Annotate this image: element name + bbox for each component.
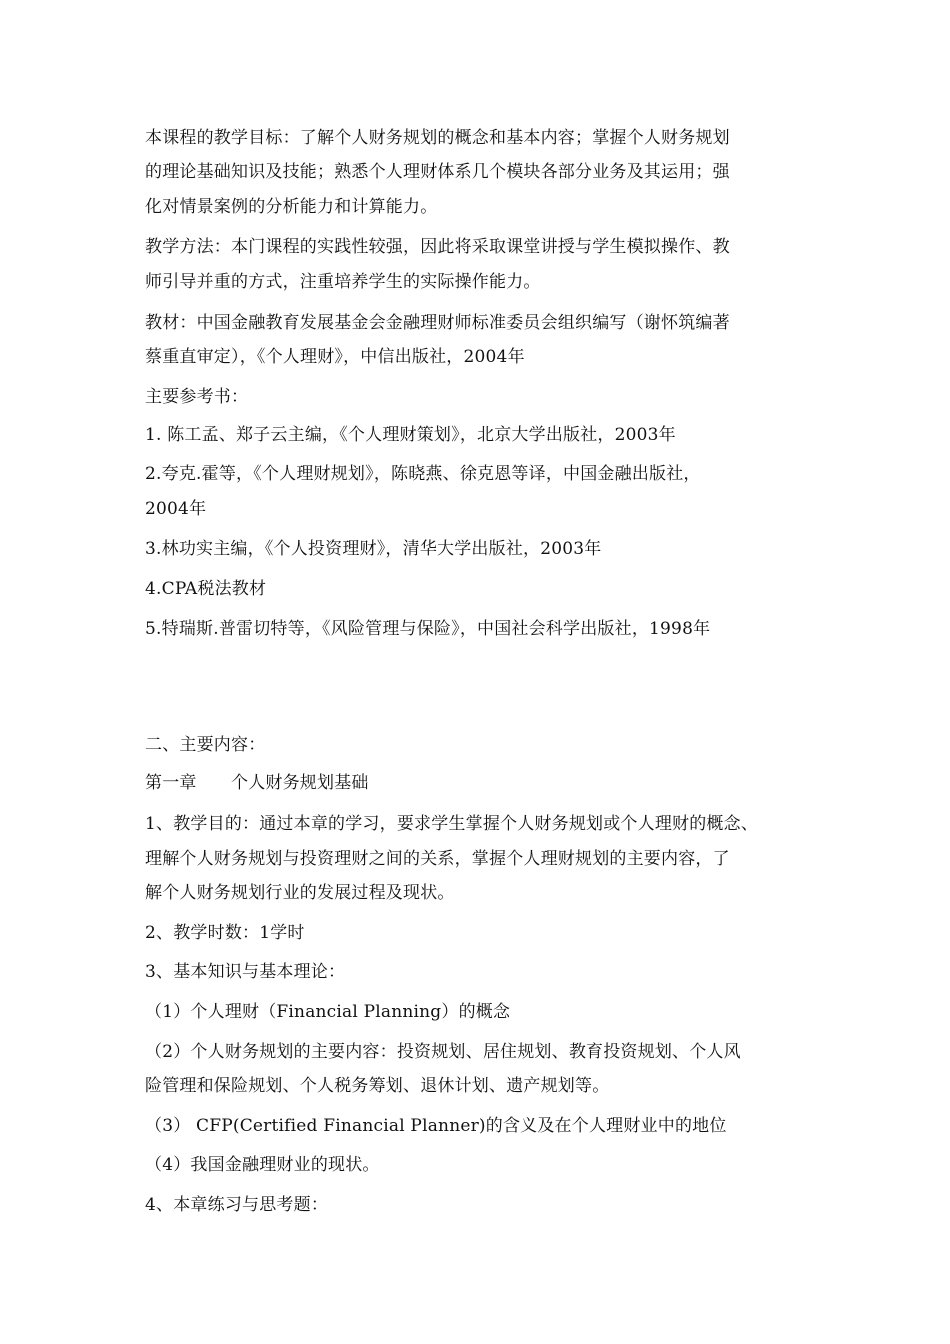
method-line-2: 师引导并重的方式，注重培养学生的实际操作能力。 (145, 272, 541, 292)
theory-item-2: （2）个人财务规划的主要内容：投资规划、居住规划、教育投资规划、个人风 (145, 1042, 741, 1062)
reference-item-4: 4.CPA税法教材 (145, 579, 267, 599)
exercises-heading: 4、本章练习与思考题： (145, 1195, 329, 1215)
reference-item-5: 5.特瑞斯.普雷切特等，《风险管理与保险》，中国社会科学出版社，1998年 (145, 619, 711, 639)
objective-line-3: 化对情景案例的分析能力和计算能力。 (145, 197, 438, 217)
textbook-line-1: 教材：中国金融教育发展基金会金融理财师标准委员会组织编写（谢怀筑编著 (145, 313, 730, 333)
method-line-1: 教学方法：本门课程的实践性较强，因此将采取课堂讲授与学生模拟操作、教 (145, 237, 730, 257)
reference-item-3: 3.林功实主编，《个人投资理财》，清华大学出版社，2003年 (145, 539, 602, 559)
basic-theory-heading: 3、基本知识与基本理论： (145, 962, 346, 982)
theory-item-3: （3） CFP(Certified Financial Planner)的含义及在个人理财业中的地位 (145, 1116, 727, 1136)
theory-item-2-cont: 险管理和保险规划、个人税务筹划、退休计划、遗产规划等。 (145, 1076, 610, 1096)
teaching-hours: 2、教学时数：1学时 (145, 923, 305, 943)
section-heading: 二、主要内容： (145, 735, 266, 755)
chapter-title: 第一章 个人财务规划基础 (145, 773, 369, 793)
teaching-goal-line-2: 理解个人财务规划与投资理财之间的关系，掌握个人理财规划的主要内容，了 (145, 849, 730, 869)
teaching-goal-line-3: 解个人财务规划行业的发展过程及现状。 (145, 883, 455, 903)
theory-item-1: （1）个人理财（Financial Planning）的概念 (145, 1002, 511, 1022)
reference-item-2-cont: 2004年 (145, 499, 207, 519)
teaching-goal-line-1: 1、教学目的：通过本章的学习，要求学生掌握个人财务规划或个人理财的概念、 (145, 814, 759, 834)
reference-item-1: 1. 陈工孟、郑子云主编，《个人理财策划》，北京大学出版社，2003年 (145, 425, 676, 445)
reference-item-2: 2.夸克.霍等，《个人理财规划》，陈晓燕、徐克恩等译，中国金融出版社， (145, 464, 701, 484)
objective-line-2: 的理论基础知识及技能；熟悉个人理财体系几个模块各部分业务及其运用；强 (145, 162, 730, 182)
objective-line-1: 本课程的教学目标：了解个人财务规划的概念和基本内容；掌握个人财务规划 (145, 128, 730, 148)
textbook-line-2: 蔡重直审定），《个人理财》，中信出版社，2004年 (145, 347, 525, 367)
references-heading: 主要参考书： (145, 387, 249, 407)
theory-item-4: （4）我国金融理财业的现状。 (145, 1155, 380, 1175)
